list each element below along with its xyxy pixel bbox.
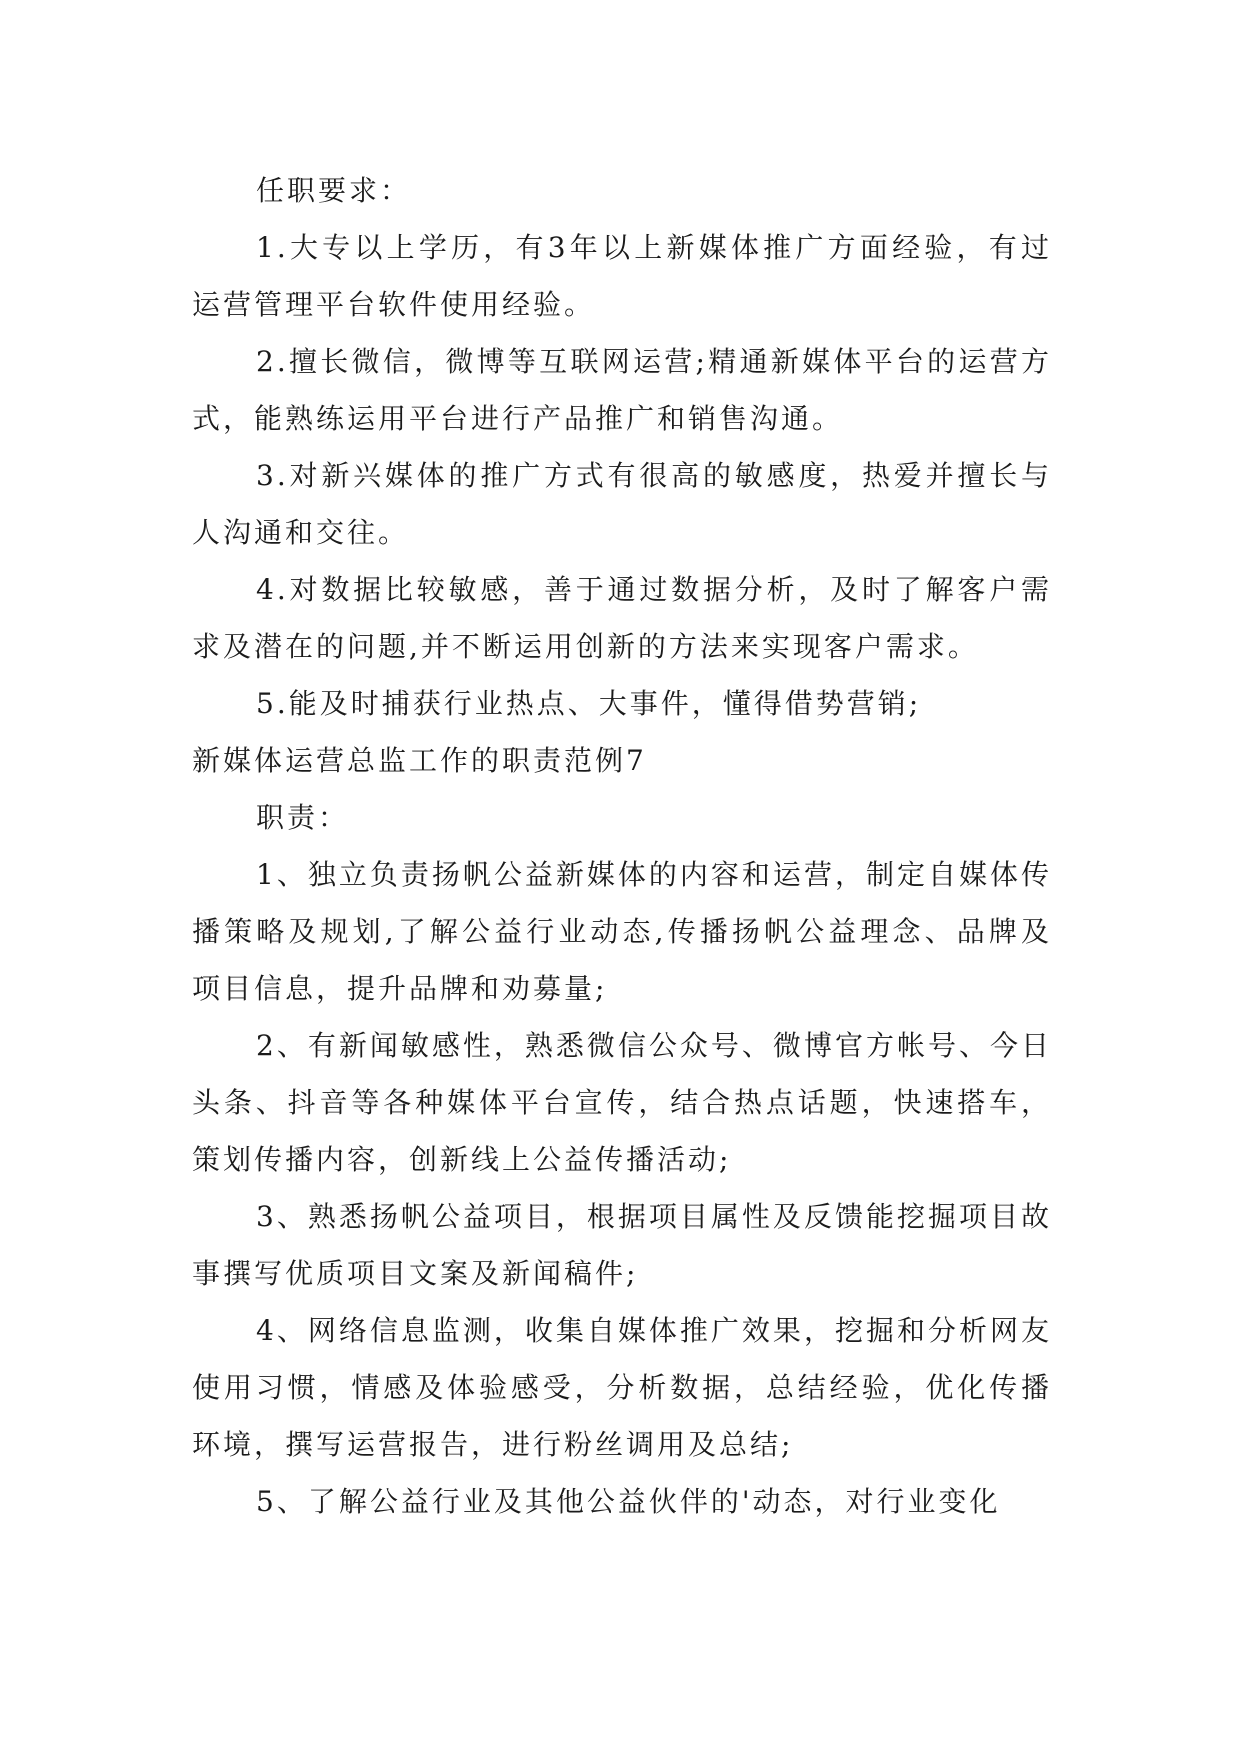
paragraph-duties-heading: 职责：	[256, 801, 350, 834]
paragraph-duty-5: 5、了解公益行业及其他公益伙伴的'动态，对行业变化	[256, 1485, 1001, 1518]
paragraph-requirement-5: 5.能及时捕获行业热点、大事件，懂得借势营销;	[256, 687, 922, 720]
paragraph-requirement-2: 2.擅长微信，微博等互联网运营;精通新媒体平台的运营方式，能熟练运用平台进行产品推广和销售沟通。	[192, 345, 1052, 435]
paragraph-requirements-heading: 任职要求：	[256, 174, 412, 207]
paragraph-requirement-3: 3.对新兴媒体的推广方式有很高的敏感度，热爱并擅长与人沟通和交往。	[192, 459, 1052, 549]
paragraph-duty-4: 4、网络信息监测，收集自媒体推广效果，挖掘和分析网友使用习惯，情感及体验感受，分析数据，总结经验，优化传播环境，撰写运营报告，进行粉丝调用及总结;	[192, 1314, 1052, 1461]
document-body	[192, 162, 1052, 1530]
paragraph-requirement-4: 4.对数据比较敏感，善于通过数据分析，及时了解客户需求及潜在的问题,并不断运用创新的方法来实现客户需求。	[192, 573, 1052, 663]
paragraph-duty-2: 2、有新闻敏感性，熟悉微信公众号、微博官方帐号、今日头条、抖音等各种媒体平台宣传，结合热点话题，快速搭车，策划传播内容，创新线上公益传播活动;	[192, 1029, 1052, 1176]
paragraph-duty-1: 1、独立负责扬帆公益新媒体的内容和运营，制定自媒体传播策略及规划,了解公益行业动态,传播扬帆公益理念、品牌及项目信息，提升品牌和劝募量;	[192, 858, 1052, 1005]
section-title: 新媒体运营总监工作的职责范例7	[192, 744, 647, 777]
paragraph-duty-3: 3、熟悉扬帆公益项目，根据项目属性及反馈能挖掘项目故事撰写优质项目文案及新闻稿件;	[192, 1200, 1052, 1290]
paragraph-requirement-1: 1.大专以上学历，有3年以上新媒体推广方面经验，有过运营管理平台软件使用经验。	[192, 231, 1052, 321]
